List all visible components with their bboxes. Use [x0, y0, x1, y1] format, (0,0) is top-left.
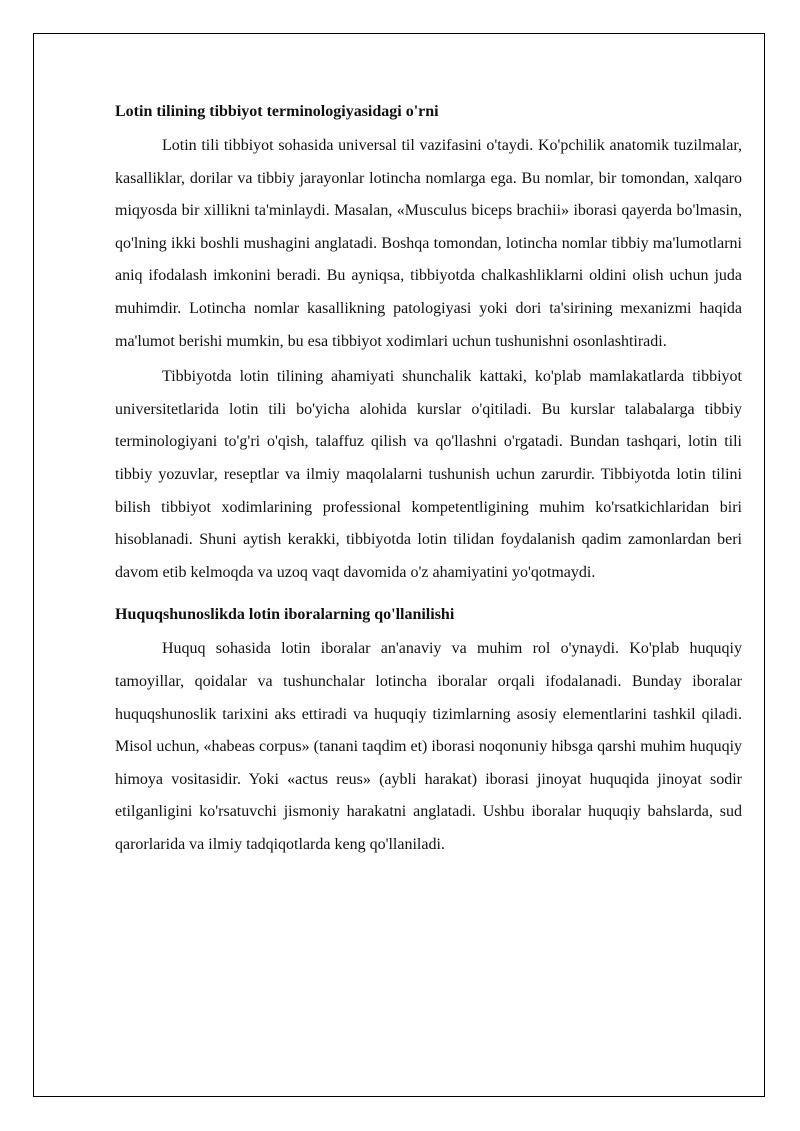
document-body [115, 98, 742, 861]
section-heading: Lotin tilining tibbiyot terminologiyasidagi o'rni [115, 103, 439, 120]
paragraph: Lotin tili tibbiyot sohasida universal til vazifasini o'taydi. Ko'pchilik anatomik tuzilmalar, kasalliklar, dorilar va tibbiy jarayonlar lotincha nomlarga ega. Bu nomlar, bir tomondan, xalqaro miqyosda bir xillikni ta'minlaydi. Masalan, «Musculus biceps brachii» iborasi qayerda bo'lmasin, qo'lning ikki boshli mushagini anglatadi. Boshqa tomondan, lotincha nomlar tibbiy ma'lumotlarni aniq ifodalash imkonini beradi. Bu ayniqsa, tibbiyotda chalkashliklarni oldini olish uchun juda muhimdir. Lotincha nomlar kasallikning patologiyasi yoki dori ta'sirining mexanizmi haqida ma'lumot berishi mumkin, bu esa tibbiyot xodimlari uchun tushunishni osonlashtiradi. [115, 137, 742, 350]
section-heading: Huquqshunoslikda lotin iboralarning qo'llanilishi [115, 606, 455, 624]
paragraph: Tibbiyotda lotin tilining ahamiyati shunchalik kattaki, ko'plab mamlakatlarda tibbiyot universitetlarida lotin tili bo'yicha alohida kurslar o'qitiladi. Bu kurslar talabalarga tibbiy terminologiyani to'g'ri o'qish, talaffuz qilish va qo'llashni o'rgatadi. Bundan tashqari, lotin tili tibbiy yozuvlar, reseptlar va ilmiy maqolalarni tushunish uchun zarurdir. Tibbiyotda lotin tilini bilish tibbiyot xodimlarining professional kompetentligining muhim ko'rsatkichlaridan biri hisoblanadi. Shuni aytish kerakki, tibbiyotda lotin tilidan foydalanish qadim zamonlardan beri davom etib kelmoqda va uzoq vaqt davomida o'z ahamiyatini yo'qotmaydi. [115, 368, 742, 581]
paragraph: Huquq sohasida lotin iboralar an'anaviy va muhim rol o'ynaydi. Ko'plab huquqiy tamoyillar, qoidalar va tushunchalar lotincha iboralar orqali ifodalanadi. Bunday iboralar huquqshunoslik tarixini aks ettiradi va huquqiy tizimlarning asosiy elementlarini tashkil qiladi. Misol uchun, «habeas corpus» (tanani taqdim et) iborasi noqonuniy hibsga qarshi muhim huquqiy himoya vositasidir. Yoki «actus reus» (aybli harakat) iborasi jinoyat huquqida jinoyat sodir etilganligini ko'rsatuvchi jismoniy harakatni anglatadi. Ushbu iboralar huquqiy bahslarda, sud qarorlarida va ilmiy tadqiqotlarda keng qo'llaniladi. [115, 640, 743, 853]
section-law-phrases [115, 601, 742, 861]
section-medical-terminology [115, 98, 742, 589]
